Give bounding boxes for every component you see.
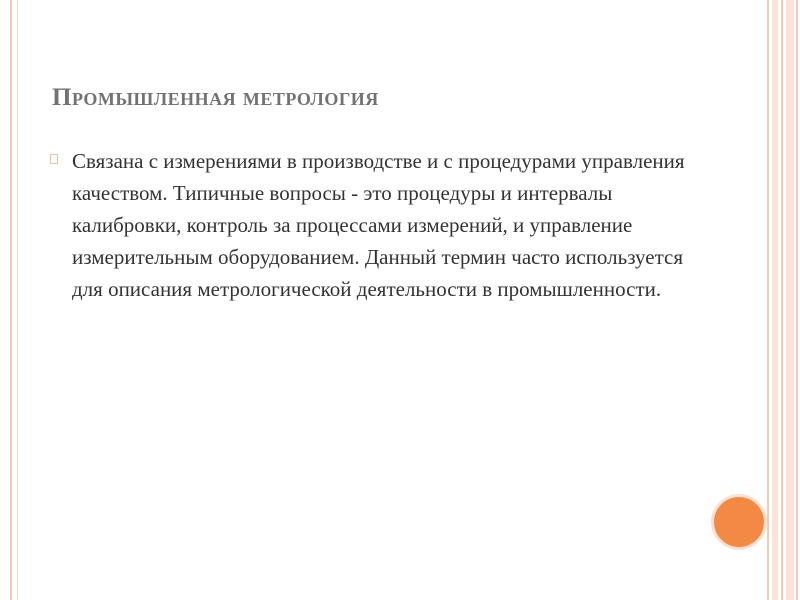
left-decor-line [10, 0, 12, 600]
slide-title: Промышленная метрология [52, 84, 379, 111]
bullet-item [50, 145, 690, 305]
bullet-marker-icon [50, 154, 58, 164]
right-decor-stripe [796, 0, 798, 600]
right-decor-stripe [786, 0, 794, 600]
accent-circle-icon [714, 497, 764, 547]
right-decor-stripe [772, 0, 778, 600]
right-decor-stripe [781, 0, 783, 600]
right-decor-stripe [767, 0, 769, 600]
left-decor-line-thin [17, 0, 18, 600]
bullet-text: Связана с измерениями в производстве и с процедурами управления качеством. Типичные вопросы - это процедуры и интервалы калибровки, контроль за процессами измерений, и управление измерительным оборудованием. Данный термин часто используется для описания метрологической деятельности в промышленности. [72, 149, 685, 301]
